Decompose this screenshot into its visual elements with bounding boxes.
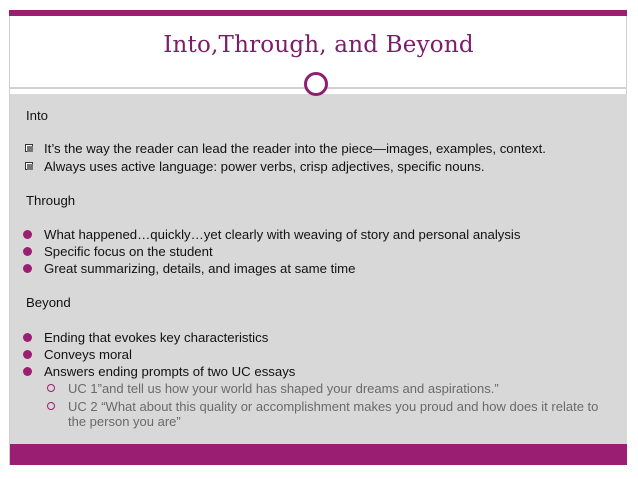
dot-bullet-icon: [23, 230, 32, 239]
dot-bullet-icon: [23, 350, 32, 359]
bottom-accent-band: [10, 444, 627, 465]
section-heading-into: Into: [26, 108, 48, 123]
list-item-text: Great summarizing, details, and images at same time: [44, 261, 356, 276]
ring-bullet-icon: [47, 384, 55, 392]
ring-bullet-icon: [47, 402, 55, 410]
list-item-text: It’s the way the reader can lead the reader into the piece—images, examples, context.: [44, 141, 546, 156]
content-panel: [10, 94, 627, 444]
list-item-text: Ending that evokes key characteristics: [44, 330, 269, 345]
square-bullet-icon: [25, 162, 33, 170]
list-item-text: Always uses active language: power verbs, crisp adjectives, specific nouns.: [44, 159, 485, 174]
dot-bullet-icon: [23, 264, 32, 273]
dot-bullet-icon: [23, 247, 32, 256]
section-heading-through: Through: [26, 193, 76, 208]
dot-bullet-icon: [23, 333, 32, 342]
list-item-text: Conveys moral: [44, 347, 132, 362]
section-heading-beyond: Beyond: [26, 295, 71, 310]
top-accent-band: [9, 10, 627, 16]
square-bullet-icon: [25, 144, 33, 152]
decorative-circle-icon: [304, 72, 328, 96]
slide-title: Into,Through, and Beyond: [163, 32, 474, 58]
list-item-text: Specific focus on the student: [44, 244, 213, 259]
list-item-text: What happened…quickly…yet clearly with weaving of story and personal analysis: [44, 227, 521, 242]
sub-list-item-text: UC 1”and tell us how your world has shaped your dreams and aspirations.”: [68, 381, 499, 396]
dot-bullet-icon: [23, 367, 32, 376]
sub-list-item-text: UC 2 “What about this quality or accomplishment makes you proud and how does it relate to the person you are”: [68, 399, 599, 429]
list-item-text: Answers ending prompts of two UC essays: [44, 364, 296, 379]
